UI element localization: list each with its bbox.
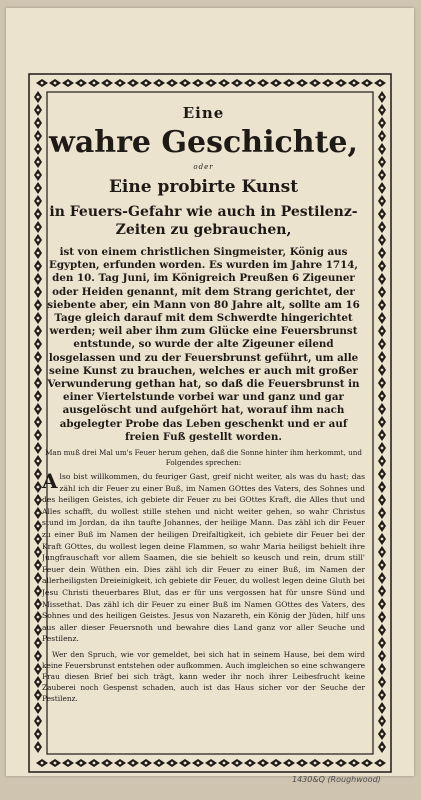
border-motif (296, 759, 308, 767)
border-motif (378, 546, 386, 558)
border-motif (378, 676, 386, 688)
border-motif (378, 416, 386, 428)
border-motif (231, 79, 243, 87)
border-motif (101, 79, 113, 87)
border-motif (378, 728, 386, 740)
border-motif (34, 325, 42, 337)
border-motif (378, 182, 386, 194)
border-motif (34, 585, 42, 597)
border-motif (244, 79, 256, 87)
border-motif (378, 364, 386, 376)
border-motif (34, 403, 42, 415)
border-motif (34, 481, 42, 493)
border-motif (257, 79, 269, 87)
border-motif (34, 182, 42, 194)
border-motif (378, 494, 386, 506)
border-motif (378, 91, 386, 103)
instruction-note: Man muß drei Mal um's Feuer herum gehen, daß die Sonne hinter ihm herkommt, und Folgendes sprechen: (45, 448, 362, 468)
border-motif (34, 455, 42, 467)
border-motif (378, 221, 386, 233)
border-motif (34, 702, 42, 714)
border-motif (34, 143, 42, 155)
border-motif (34, 299, 42, 311)
border-motif (378, 442, 386, 454)
border-motif (378, 650, 386, 662)
border-motif (257, 759, 269, 767)
drop-cap-initial: A (42, 469, 58, 494)
border-motif (378, 559, 386, 571)
border-motif (378, 585, 386, 597)
border-motif (378, 208, 386, 220)
border-motif (335, 759, 347, 767)
heading-oder: oder (193, 163, 214, 171)
border-motif (179, 759, 191, 767)
border-motif (62, 759, 74, 767)
border-motif (378, 715, 386, 727)
border-motif (34, 130, 42, 142)
border-motif (378, 533, 386, 545)
border-motif (36, 79, 48, 87)
border-motif (114, 759, 126, 767)
border-motif (34, 676, 42, 688)
heading-subtitle: Eine probirte Kunst (108, 177, 299, 197)
border-motif (218, 759, 230, 767)
border-motif (374, 759, 386, 767)
border-motif (34, 195, 42, 207)
border-motif (34, 507, 42, 519)
border-motif (34, 624, 42, 636)
border-motif (75, 759, 87, 767)
border-motif (34, 286, 42, 298)
border-motif (34, 351, 42, 363)
border-motif (153, 79, 165, 87)
border-motif (34, 156, 42, 168)
border-motif (270, 79, 282, 87)
border-motif (270, 759, 282, 767)
border-motif (34, 416, 42, 428)
border-motif (378, 702, 386, 714)
border-motif (378, 273, 386, 285)
border-motif (244, 759, 256, 767)
border-motif (34, 221, 42, 233)
border-motif (34, 546, 42, 558)
border-motif (101, 759, 113, 767)
border-motif (378, 169, 386, 181)
border-motif (34, 663, 42, 675)
border-motif (361, 79, 373, 87)
border-motif (218, 79, 230, 87)
border-motif (378, 572, 386, 584)
border-motif (378, 481, 386, 493)
border-motif (378, 611, 386, 623)
border-motif (374, 79, 386, 87)
heading-title: wahre Geschichte, (49, 125, 358, 160)
border-motif (378, 403, 386, 415)
border-motif (283, 79, 295, 87)
heading-eine: Eine (182, 104, 225, 122)
border-motif (34, 260, 42, 272)
border-motif (378, 455, 386, 467)
border-motif (36, 759, 48, 767)
border-motif (378, 234, 386, 246)
border-motif (378, 117, 386, 129)
border-motif (192, 759, 204, 767)
border-motif (34, 689, 42, 701)
border-motif (378, 260, 386, 272)
border-motif (378, 338, 386, 350)
border-motif (335, 79, 347, 87)
border-motif (34, 117, 42, 129)
border-motif (34, 247, 42, 259)
border-motif (34, 338, 42, 350)
border-motif (34, 559, 42, 571)
border-motif (49, 79, 61, 87)
border-motif (34, 390, 42, 402)
border-motif (378, 598, 386, 610)
border-motif (166, 759, 178, 767)
border-motif (378, 312, 386, 324)
catalog-pencil-note: 1430&Q (Roughwood) (292, 775, 381, 784)
border-motif (34, 715, 42, 727)
border-motif (378, 195, 386, 207)
border-motif (34, 650, 42, 662)
border-motif (378, 507, 386, 519)
border-motif (34, 637, 42, 649)
border-motif (75, 79, 87, 87)
border-motif (378, 377, 386, 389)
border-motif (166, 79, 178, 87)
border-motif (34, 728, 42, 740)
border-motif (378, 143, 386, 155)
border-motif (378, 624, 386, 636)
border-motif (34, 429, 42, 441)
heading-line-2: Zeiten zu gebrauchen, (115, 222, 292, 238)
border-motif (378, 247, 386, 259)
fire-blessing-text (42, 471, 365, 645)
heading-line-1: in Feuers-Gefahr wie auch in Pestilenz- (49, 204, 358, 220)
border-motif (378, 468, 386, 480)
border-motif (34, 533, 42, 545)
border-motif (205, 79, 217, 87)
border-motif (34, 104, 42, 116)
border-motif (378, 299, 386, 311)
border-motif (378, 104, 386, 116)
border-motif (296, 79, 308, 87)
border-motif (140, 759, 152, 767)
border-motif (34, 169, 42, 181)
border-motif (322, 759, 334, 767)
border-motif (49, 759, 61, 767)
border-motif (322, 79, 334, 87)
border-motif (378, 390, 386, 402)
border-motif (140, 79, 152, 87)
border-motif (378, 325, 386, 337)
border-motif (361, 759, 373, 767)
border-motif (378, 637, 386, 649)
border-motif (34, 364, 42, 376)
border-motif (348, 79, 360, 87)
border-motif (34, 273, 42, 285)
border-motif (378, 156, 386, 168)
border-motif (378, 663, 386, 675)
border-motif (34, 468, 42, 480)
border-motif (378, 286, 386, 298)
border-motif (192, 79, 204, 87)
border-motif (34, 611, 42, 623)
border-motif (378, 741, 386, 753)
border-motif (34, 494, 42, 506)
border-motif (34, 598, 42, 610)
border-motif (309, 759, 321, 767)
broadside-text (42, 88, 365, 746)
border-motif (179, 79, 191, 87)
border-motif (378, 130, 386, 142)
border-motif (378, 429, 386, 441)
border-motif (34, 208, 42, 220)
border-motif (34, 520, 42, 532)
border-motif (378, 351, 386, 363)
border-motif (348, 759, 360, 767)
border-motif (34, 312, 42, 324)
border-motif (378, 520, 386, 532)
border-motif (34, 377, 42, 389)
border-motif (153, 759, 165, 767)
border-motif (88, 79, 100, 87)
border-motif (34, 741, 42, 753)
border-motif (205, 759, 217, 767)
border-motif (34, 442, 42, 454)
intro-paragraph: ist von einem christlichen Singmeister, König aus Egypten, erfunden worden. Es wurden im Jahre 1714, den 10. Tag Juni, im Königreich Preußen 6 Zigeuner oder Heiden genannt, mit dem Strang gerichtet, der siebente aber, ein Mann von 80 Jahre alt, sollte am 16 Tage gleich darauf mit dem Schwerdte hingerichtet werden; weil aber ihm zum Glücke eine Feuersbrunst entstunde, so wurde der alte Zigeuner eilend losgelassen und zu der Feuersbrunst geführt, um alle seine Kunst zu brauchen, welches er auch mit großer Verwunderung gethan hat, so daß die Feuersbrunst in einer Viertelstunde vorbei war und ganz und gar ausgelöscht und aufgehört hat, worauf ihm nach abgelegter Probe das Leben geschenkt und er auf freien Fuß gestellt worden. (47, 246, 360, 443)
border-motif (231, 759, 243, 767)
border-motif (34, 234, 42, 246)
border-motif (127, 79, 139, 87)
border-motif (309, 79, 321, 87)
border-motif (34, 91, 42, 103)
border-motif (34, 572, 42, 584)
border-motif (378, 689, 386, 701)
border-motif (62, 79, 74, 87)
fire-blessing-body: lso bist willkommen, du feuriger Gast, greif nicht weiter, als was du hast; das zähl ich dir Feuer zu einer Buß, im Namen GOttes des Vaters, des Sohnes und des heiligen Geistes, ich gebiete dir Feuer zu bei GOttes Kraft, die Alles thut und Alles schafft, du wollest stille stehen und nicht weiter gehen, so wahr Christus stund im Jordan, da ihn taufte Johannes, der heilige Mann. Das zähl ich dir Feuer zu einer Buß im Namen der heiligen Dreifaltigkeit, ich gebiete dir Feuer bei der Kraft GOttes, du wollest legen deine Flammen, so wahr Maria heiligst behielt ihre Jungfrauschaft vor allem Saamen, die sie behielt so keusch und rein, drum still' Feuer dein Wüthen ein. Dies zähl ich dir Feuer zu einer Buß, im Namen der allerheiligsten Dreieinigkeit, ich gebiete dir Feuer, du wollest legen deine Gluth bei Jesu Christi theuerbares Blut, das er für uns vergossen hat für unsre Sünd und Missethat. Das zähl ich dir Feuer zu einer Buß im Namen GOttes des Vaters, des Sohnes und des heiligen Geistes. Jesus von Nazareth, ein König der Jüden, hilf uns aus aller dieser Feuersnoth und bewahre dies Land ganz vor aller Seuche und Pestilenz. (42, 472, 365, 644)
border-motif (127, 759, 139, 767)
border-motif (88, 759, 100, 767)
border-motif (114, 79, 126, 87)
border-motif (283, 759, 295, 767)
closing-paragraph: Wer den Spruch, wie vor gemeldet, bei sich hat in seinem Hause, bei dem wird keine Feuersbrunst entstehen oder aufkommen. Auch imgleichen so eine schwangere Frau diesen Brief bei sich trägt, kann weder ihr noch ihrer Leibesfrucht keine Zauberei noch Gespenst schaden, auch ist das Haus sicher vor der Seuche der Pestilenz. (42, 649, 365, 703)
